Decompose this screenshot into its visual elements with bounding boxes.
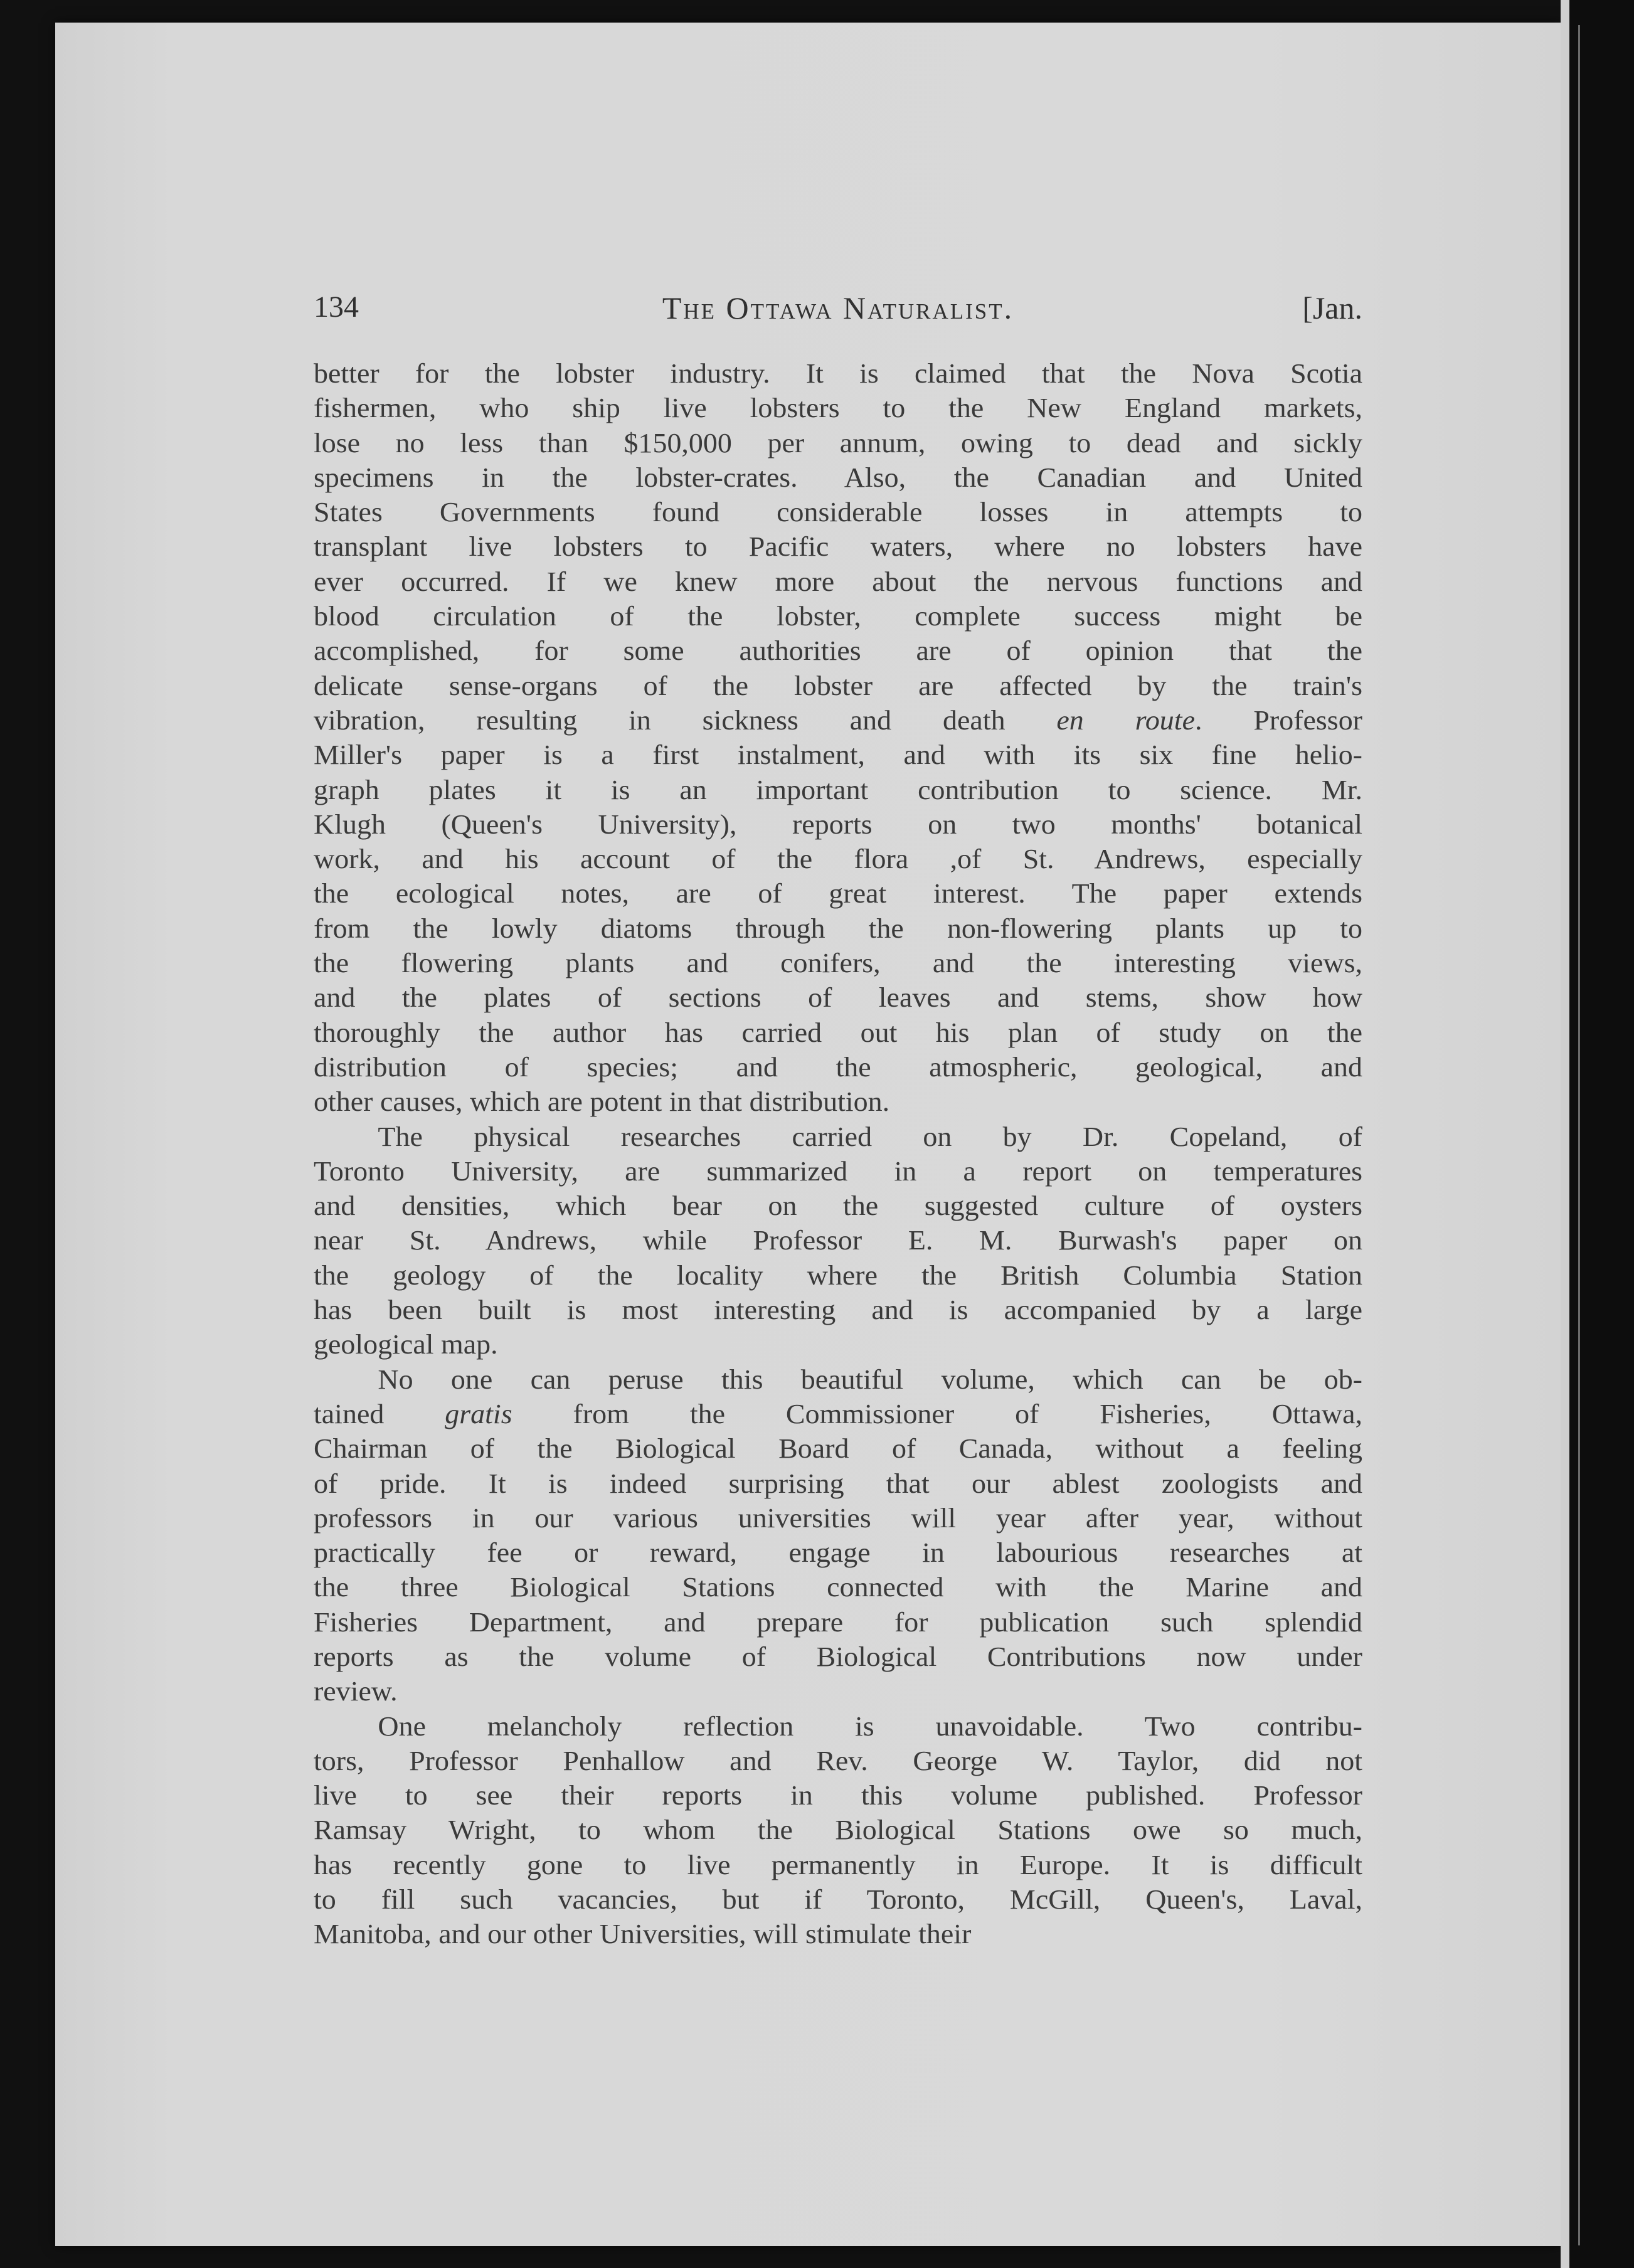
text-line: geological map. [314,1329,498,1360]
text-line: near St. Andrews, while Professor E. M. Burwash's paper on [314,1225,1362,1256]
text-line: delicate sense-organs of the lobster are affected by the train's [314,670,1362,701]
issue-month: [Jan. [1302,290,1362,326]
text-line: transplant live lobsters to Pacific waters, where no lobsters have [314,531,1362,563]
running-header [314,290,1362,334]
article-body [314,356,1362,1952]
text-line: ever occurred. If we knew more about the nervous functions and [314,566,1362,597]
text-line: the three Biological Stations connected with the Marine and [314,1572,1362,1603]
text-line: reports as the volume of Biological Contributions now under [314,1641,1362,1672]
text-line: and the plates of sections of leaves and stems, show how [314,982,1362,1014]
text-line: The physical researches carried on by Dr. Copeland, of [378,1121,1363,1152]
text-line: Fisheries Department, and prepare for publication such splendid [314,1606,1362,1638]
text-line: tained gratis from the Commissioner of Fisheries, Ottawa, [314,1398,1363,1429]
text-line: accomplished, for some authorities are of opinion that the [314,635,1362,667]
text-line: distribution of species; and the atmospheric, geological, and [314,1051,1362,1083]
text-line: tors, Professor Penhallow and Rev. George W. Taylor, did not [314,1745,1362,1776]
text-line: Miller's paper is a first instalment, and with its six fine helio- [314,739,1362,771]
paragraph [314,1362,1362,1709]
text-line: has recently gone to live permanently in Europe. It is difficult [314,1849,1362,1880]
text-line: specimens in the lobster-crates. Also, the Canadian and United [314,462,1362,493]
paragraph [314,356,1362,1120]
text-line: the ecological notes, are of great interest. The paper extends [314,878,1362,909]
text-line: Klugh (Queen's University), reports on two months' botanical [314,808,1362,840]
text-line: live to see their reports in this volume published. Professor [314,1780,1362,1811]
italic-term: gratis [445,1398,512,1429]
text-line: Ramsay Wright, to whom the Biological Stations owe so much, [314,1815,1362,1846]
text-line: the geology of the locality where the British Columbia Station [314,1259,1362,1291]
text-line: of pride. It is indeed surprising that our ablest zoologists and [314,1468,1362,1499]
text-line: lose no less than $150,000 per annum, owing to dead and sickly [314,427,1362,458]
text-line: vibration, resulting in sickness and death en route. Professor [314,704,1362,736]
paragraph [314,1709,1362,1952]
paragraph [314,1120,1362,1362]
text-line: from the lowly diatoms through the non-flowering plants up to [314,913,1362,944]
text-line: One melancholy reflection is unavoidable. Two contribu- [378,1710,1363,1742]
text-line: Chairman of the Biological Board of Canada, without a feeling [314,1433,1362,1465]
text-line: to fill such vacancies, but if Toronto, McGill, Queen's, Laval, [314,1884,1362,1916]
page-number: 134 [314,290,359,324]
text-line: other causes, which are potent in that distribution. [314,1086,890,1118]
page-edge-line [1578,25,1580,2245]
text-line: work, and his account of the flora ,of St. Andrews, especially [314,844,1362,875]
text-line: No one can peruse this beautiful volume, which can be ob- [378,1364,1363,1395]
text-line: the flowering plants and conifers, and the interesting views, [314,948,1362,979]
text-line: better for the lobster industry. It is claimed that the Nova Scotia [314,358,1362,389]
text-line: has been built is most interesting and is accompanied by a large [314,1295,1362,1326]
page-edge-rule [1561,0,1569,2268]
text-line: professors in our various universities will year after year, without [314,1502,1362,1534]
text-line: Toronto University, are summarized in a report on temperatures [314,1155,1362,1187]
text-line: States Governments found considerable losses in attempts to [314,497,1362,528]
text-line: blood circulation of the lobster, complete success might be [314,601,1362,632]
journal-title: The Ottawa Naturalist. [662,290,1014,326]
text-line: thoroughly the author has carried out his plan of study on the [314,1017,1362,1048]
text-line: and densities, which bear on the suggested culture of oysters [314,1190,1362,1222]
text-line: fishermen, who ship live lobsters to the New England markets, [314,393,1362,424]
text-line: graph plates it is an important contribution to science. Mr. [314,774,1362,805]
facing-page-edge [1561,0,1634,2268]
text-line: review. [314,1676,398,1707]
text-line: practically fee or reward, engage in labourious researches at [314,1537,1362,1569]
text-line: Manitoba, and our other Universities, will stimulate their [314,1919,972,1950]
italic-term: en route [1056,704,1195,736]
